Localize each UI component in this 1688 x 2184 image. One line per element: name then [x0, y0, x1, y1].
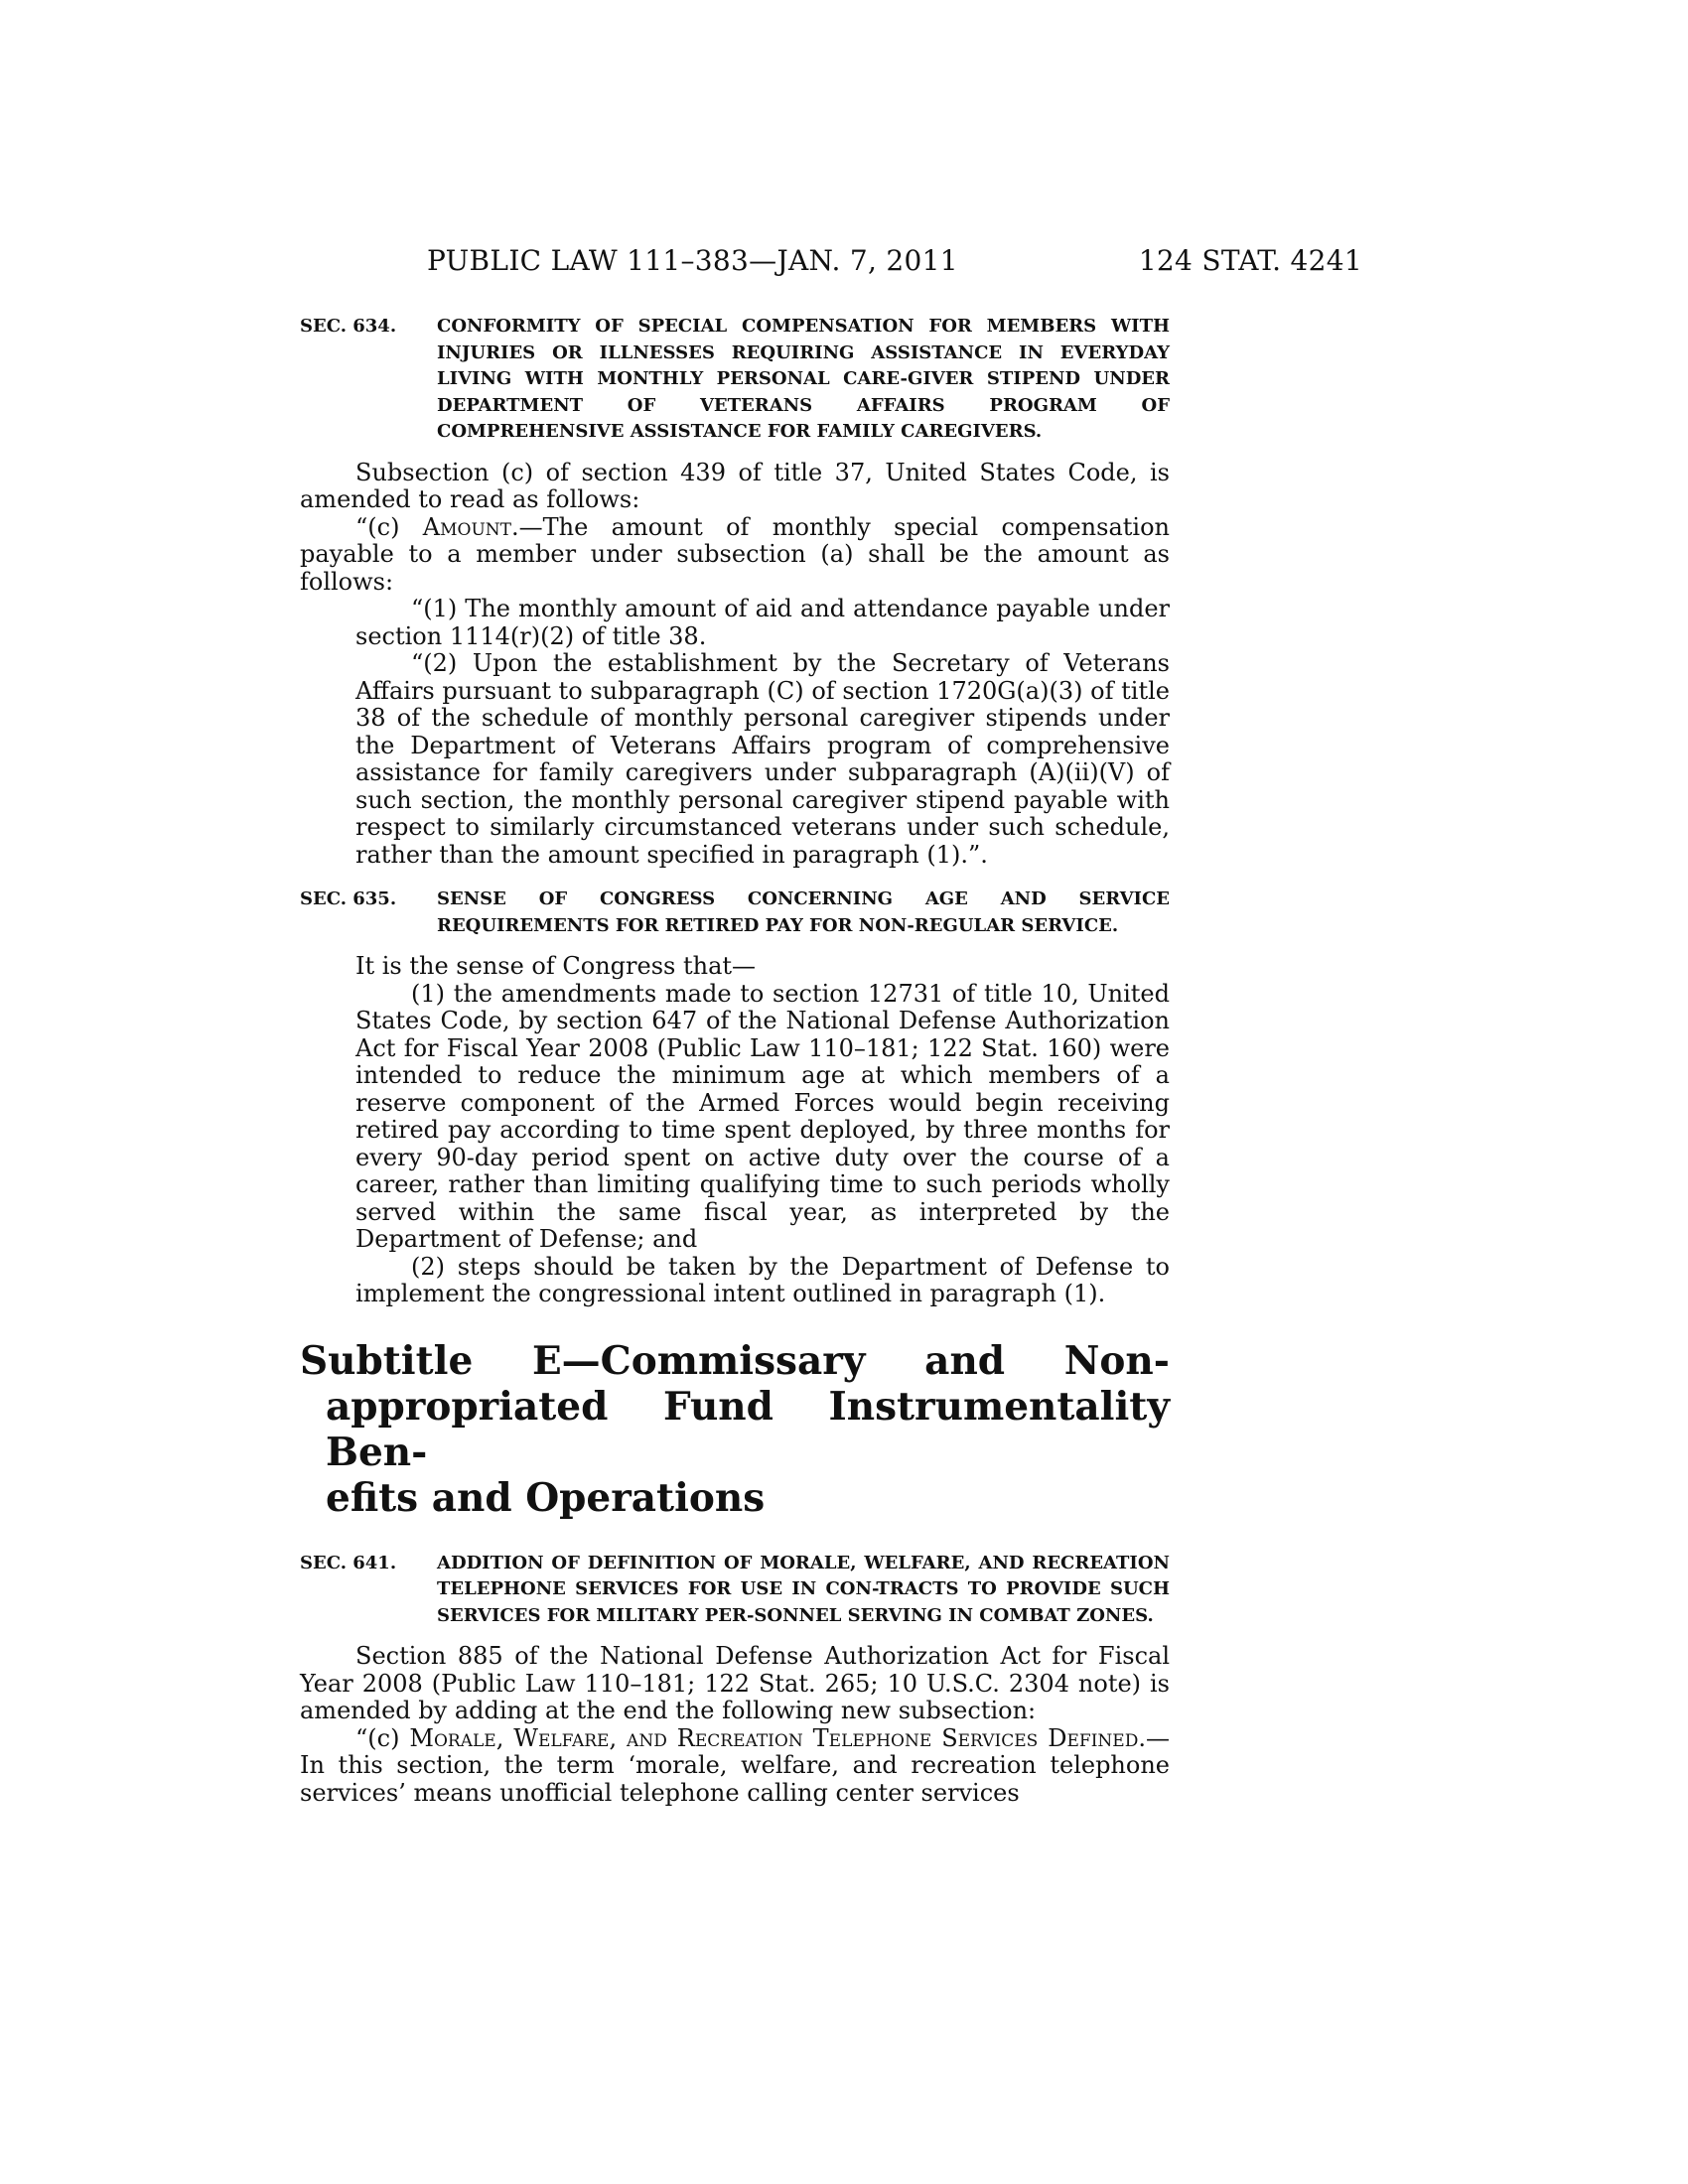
section-635-item-1: (1) the amendments made to section 12731 of title 10, United States Code, by section 647 of the National Defense Authorization Act for Fiscal Year 2008 (Public Law 110–181; 122 Stat. 160) were intended to reduce the minimum age at which members of a reserve component of the Armed Forces would begin receiving retired pay according to time spent deployed, by three months for every 90-day period spent on active duty over the course of a career, rather than limiting qualifying time to such periods wholly served within the same fiscal year, as interpreted by the Department of Defense; and [355, 979, 1170, 1253]
section-634-heading [300, 314, 1170, 446]
section-634-paragraph-2: “(2) Upon the establishment by the Secretary of Veterans Affairs pursuant to subparagraph (C) of section 1720G(a)(3) of title 38 of the schedule of monthly personal caregiver stipends under the Department of Veterans Affairs program of comprehensive assistance for family caregivers under subparagraph (A)(ii)(V) of such section, the monthly personal caregiver stipend payable with respect to similarly circumstanced veterans under such schedule, rather than the amount specified in paragraph (1).”. [355, 649, 1170, 869]
subsection-c-heading: Morale, Welfare, and Recreation Telephone Services Defined [409, 1723, 1139, 1752]
subtitle-word: Non- [1063, 1337, 1170, 1384]
subsection-c-text: .—The amount of monthly special compensation payable to a member under subsection (a) shall be the amount as follows: [300, 512, 1170, 596]
section-635-intro: It is the sense of Congress that— [355, 952, 757, 980]
document-body [300, 314, 1170, 1807]
subtitle-word: Subtitle [300, 1337, 474, 1384]
section-641-heading [300, 1551, 1170, 1630]
section-634-intro: Subsection (c) of section 439 of title 37, United States Code, is amended to read as follows: [300, 458, 1170, 513]
section-634-subsection-c [300, 514, 1170, 597]
section-634-paragraph-1: “(1) The monthly amount of aid and attendance payable under section 1114(r)(2) of title 38. [355, 595, 1170, 650]
section-641-number: SEC. 641. [300, 1552, 397, 1573]
section-634-title: CONFORMITY OF SPECIAL COMPENSATION FOR MEMBERS WITH INJURIES OR ILLNESSES REQUIRING ASSISTANCE IN EVERYDAY LIVING WITH MONTHLY PERSONAL CARE-GIVER STIPEND UNDER DEPARTMENT OF VETERANS AFFAIRS PROGRAM OF COMPREHENSIVE ASSISTANCE FOR FAMILY CAREGIVERS. [437, 316, 1170, 442]
subtitle-word: and [924, 1337, 1006, 1384]
section-641-subsection-c [300, 1725, 1170, 1808]
section-634-number: SEC. 634. [300, 316, 397, 337]
section-635-title: SENSE OF CONGRESS CONCERNING AGE AND SERVICE REQUIREMENTS FOR RETIRED PAY FOR NON-REGULAR SERVICE. [437, 888, 1170, 936]
statute-citation: 124 STAT. 4241 [1138, 244, 1362, 277]
section-641-title: ADDITION OF DEFINITION OF MORALE, WELFARE, AND RECREATION TELEPHONE SERVICES FOR USE IN CON-TRACTS TO PROVIDE SUCH SERVICES FOR MILITARY PER-SONNEL SERVING IN COMBAT ZONES. [437, 1552, 1170, 1626]
running-head: PUBLIC LAW 111–383—JAN. 7, 2011 [427, 244, 958, 277]
section-635-heading [300, 887, 1170, 939]
subtitle-line-3: efits and Operations [326, 1474, 766, 1521]
subtitle-word: E—Commissary [531, 1337, 866, 1384]
section-641-intro: Section 885 of the National Defense Authorization Act for Fiscal Year 2008 (Public Law 110–181; 122 Stat. 265; 10 U.S.C. 2304 note) is amended by adding at the end the following new subsection: [300, 1642, 1170, 1724]
subsection-c-text: .—In this section, the term ‘morale, welfare, and recreation telephone services’ means unofficial telephone calling center services [300, 1723, 1170, 1807]
section-635-number: SEC. 635. [300, 888, 397, 909]
subtitle-line-2: appropriated Fund Instrumentality Ben- [326, 1383, 1170, 1475]
subsection-c-open-quote: “(c) [355, 1723, 410, 1752]
page-header [300, 244, 1362, 284]
subtitle-line-1 [300, 1338, 1170, 1384]
section-635-item-2: (2) steps should be taken by the Department of Defense to implement the congressional intent outlined in paragraph (1). [355, 1252, 1170, 1307]
subtitle-e-heading [300, 1338, 1170, 1521]
subsection-c-heading: Amount [422, 512, 512, 541]
subsection-c-open-quote: “(c) [355, 512, 423, 541]
